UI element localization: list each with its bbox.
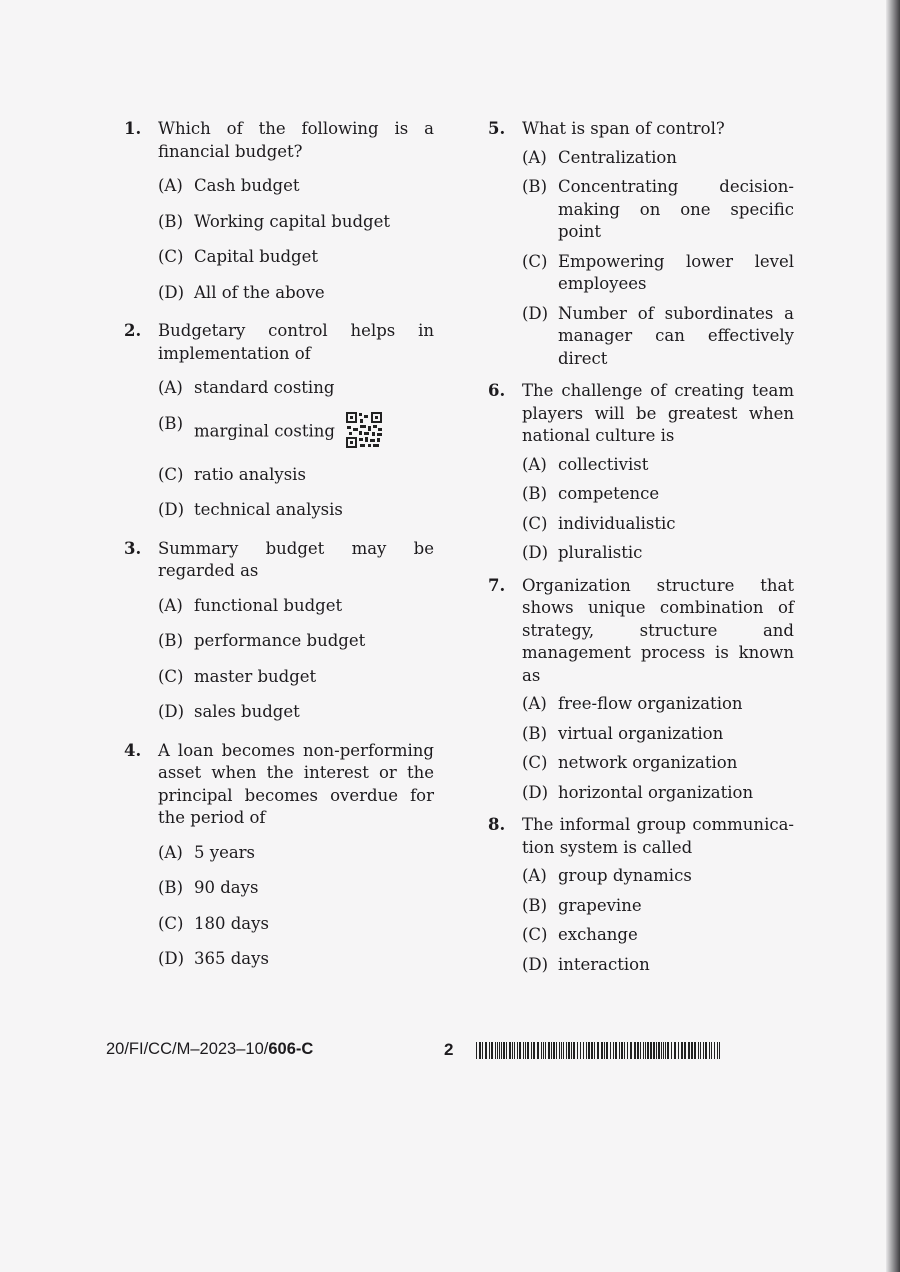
option-list bbox=[522, 454, 794, 565]
option-list bbox=[158, 595, 434, 724]
option-a bbox=[522, 454, 794, 477]
option-c bbox=[158, 464, 434, 487]
option-d bbox=[158, 701, 434, 724]
option-text: Concentrating decision-making on one specific point bbox=[558, 177, 794, 241]
option-text: pluralistic bbox=[558, 543, 643, 562]
question-number: 7. bbox=[488, 575, 506, 595]
option-b bbox=[522, 483, 794, 506]
option-c bbox=[158, 666, 434, 689]
option-text: master budget bbox=[194, 666, 317, 686]
question-text: Budgetary control helps in implementation of bbox=[158, 321, 434, 363]
option-label: (A) bbox=[158, 378, 183, 397]
option-d bbox=[522, 954, 794, 977]
question-text: Organization structure that shows unique combination of strategy, structure and management process is known as bbox=[522, 575, 794, 685]
option-c bbox=[522, 752, 794, 775]
option-label: (D) bbox=[158, 282, 185, 302]
paper-code-bold: 606-C bbox=[268, 1040, 314, 1058]
option-label: (C) bbox=[522, 925, 548, 944]
option-d bbox=[158, 282, 434, 305]
question-text: Summary budget may be regarded as bbox=[158, 538, 434, 580]
question-1 bbox=[124, 118, 434, 304]
option-a bbox=[158, 842, 434, 865]
question-text: A loan becomes non-performing asset when the interest or the principal becomes overdue for the period of bbox=[158, 740, 434, 827]
question-number: 6. bbox=[488, 381, 506, 400]
option-text: network organization bbox=[558, 753, 738, 772]
right-column bbox=[488, 118, 794, 986]
question-2 bbox=[124, 320, 434, 522]
option-text: Centralization bbox=[558, 147, 677, 167]
question-text: The challenge of creating team players will be greatest when national culture is bbox=[522, 381, 794, 445]
option-text: Working capital budget bbox=[194, 211, 390, 231]
option-c bbox=[158, 246, 434, 269]
question-text: What is span of control? bbox=[522, 119, 725, 138]
option-text: 365 days bbox=[194, 949, 269, 968]
option-a bbox=[522, 865, 794, 888]
option-a bbox=[158, 175, 434, 198]
option-text: group dynamics bbox=[558, 866, 692, 885]
option-text: Cash budget bbox=[194, 176, 300, 195]
option-a bbox=[158, 595, 434, 618]
option-a bbox=[158, 377, 434, 400]
option-text: marginal costing bbox=[194, 421, 335, 440]
option-text: standard costing bbox=[194, 378, 335, 397]
option-label: (B) bbox=[158, 878, 183, 897]
option-c bbox=[522, 924, 794, 947]
option-label: (A) bbox=[522, 866, 547, 885]
option-b bbox=[522, 895, 794, 918]
option-label: (C) bbox=[522, 251, 548, 271]
option-label: (A) bbox=[158, 595, 183, 615]
question-text: Which of the following is a financial budget? bbox=[158, 119, 434, 161]
option-text: exchange bbox=[558, 925, 638, 944]
option-text-wrap bbox=[194, 413, 434, 451]
option-text: 5 years bbox=[194, 842, 256, 862]
option-text: Number of subordinates a manager can effectively direct bbox=[558, 303, 794, 368]
option-d bbox=[522, 542, 794, 565]
option-label: (D) bbox=[158, 949, 185, 968]
page-footer bbox=[106, 1040, 726, 1064]
left-column bbox=[124, 118, 434, 987]
page-number: 2 bbox=[444, 1040, 454, 1059]
option-label: (C) bbox=[158, 913, 184, 933]
option-label: (D) bbox=[522, 782, 549, 802]
option-label: (D) bbox=[522, 543, 549, 562]
option-text: All of the above bbox=[194, 282, 325, 302]
option-list bbox=[522, 693, 794, 804]
option-label: (B) bbox=[522, 723, 547, 743]
option-text: interaction bbox=[558, 954, 650, 974]
question-4 bbox=[124, 740, 434, 971]
option-label: (A) bbox=[522, 454, 547, 474]
option-b bbox=[158, 413, 434, 451]
question-text: The informal group communica-tion system is called bbox=[522, 815, 794, 857]
question-7 bbox=[488, 575, 794, 805]
option-label: (B) bbox=[522, 484, 547, 503]
option-b bbox=[158, 211, 434, 234]
option-list bbox=[522, 865, 794, 976]
question-number: 8. bbox=[488, 815, 506, 834]
option-text: Capital budget bbox=[194, 247, 318, 266]
paper-code bbox=[106, 1040, 313, 1059]
option-label: (D) bbox=[522, 954, 549, 974]
question-number: 1. bbox=[124, 119, 142, 138]
option-d bbox=[522, 782, 794, 805]
option-label: (A) bbox=[158, 176, 183, 195]
option-text: performance budget bbox=[194, 631, 366, 650]
option-c bbox=[522, 251, 794, 296]
option-text: ratio analysis bbox=[194, 464, 306, 484]
option-b bbox=[522, 723, 794, 746]
option-label: (C) bbox=[158, 247, 184, 266]
option-text: technical analysis bbox=[194, 500, 343, 519]
option-label: (B) bbox=[158, 631, 183, 650]
option-label: (B) bbox=[158, 211, 183, 231]
option-label: (C) bbox=[158, 464, 184, 484]
option-text: individualistic bbox=[558, 513, 676, 533]
option-label: (B) bbox=[522, 177, 547, 196]
option-list bbox=[522, 147, 794, 371]
question-number: 2. bbox=[124, 321, 142, 340]
option-d bbox=[522, 303, 794, 371]
option-text: sales budget bbox=[194, 702, 300, 721]
option-text: 90 days bbox=[194, 878, 259, 897]
option-text: horizontal organization bbox=[558, 782, 754, 802]
qr-code-icon bbox=[345, 411, 383, 449]
option-a bbox=[522, 147, 794, 170]
option-text: 180 days bbox=[194, 913, 269, 933]
option-d bbox=[158, 948, 434, 971]
option-label: (A) bbox=[522, 694, 547, 713]
option-text: virtual organization bbox=[558, 723, 724, 743]
option-c bbox=[158, 913, 434, 936]
option-label: (A) bbox=[522, 147, 547, 167]
option-b bbox=[158, 877, 434, 900]
barcode-icon bbox=[476, 1042, 724, 1059]
option-label: (D) bbox=[158, 702, 185, 721]
question-3 bbox=[124, 538, 434, 724]
question-number: 4. bbox=[124, 740, 142, 760]
option-text: functional budget bbox=[194, 595, 343, 615]
option-list bbox=[158, 842, 434, 971]
option-label: (D) bbox=[522, 303, 549, 323]
option-label: (C) bbox=[158, 666, 184, 686]
option-text: free-flow organization bbox=[558, 694, 743, 713]
option-label: (B) bbox=[522, 895, 547, 915]
option-label: (C) bbox=[522, 753, 548, 772]
option-text: grapevine bbox=[558, 895, 642, 915]
option-text: Empowering lower level employees bbox=[558, 251, 794, 293]
option-label: (B) bbox=[158, 413, 183, 433]
paper-code-prefix: 20/FI/CC/M–2023–10/ bbox=[106, 1040, 269, 1058]
option-label: (C) bbox=[522, 513, 548, 533]
option-d bbox=[158, 499, 434, 522]
question-5 bbox=[488, 118, 794, 370]
option-b bbox=[158, 630, 434, 653]
option-list bbox=[158, 377, 434, 522]
scan-page-edge bbox=[886, 0, 900, 1272]
option-text: competence bbox=[558, 484, 660, 503]
option-list bbox=[158, 175, 434, 304]
option-c bbox=[522, 513, 794, 536]
option-label: (D) bbox=[158, 500, 185, 519]
question-6 bbox=[488, 380, 794, 565]
question-8 bbox=[488, 814, 794, 976]
option-a bbox=[522, 693, 794, 716]
question-number: 5. bbox=[488, 119, 506, 138]
option-label: (A) bbox=[158, 842, 183, 862]
option-text: collectivist bbox=[558, 454, 649, 474]
question-number: 3. bbox=[124, 538, 142, 558]
option-b bbox=[522, 176, 794, 244]
